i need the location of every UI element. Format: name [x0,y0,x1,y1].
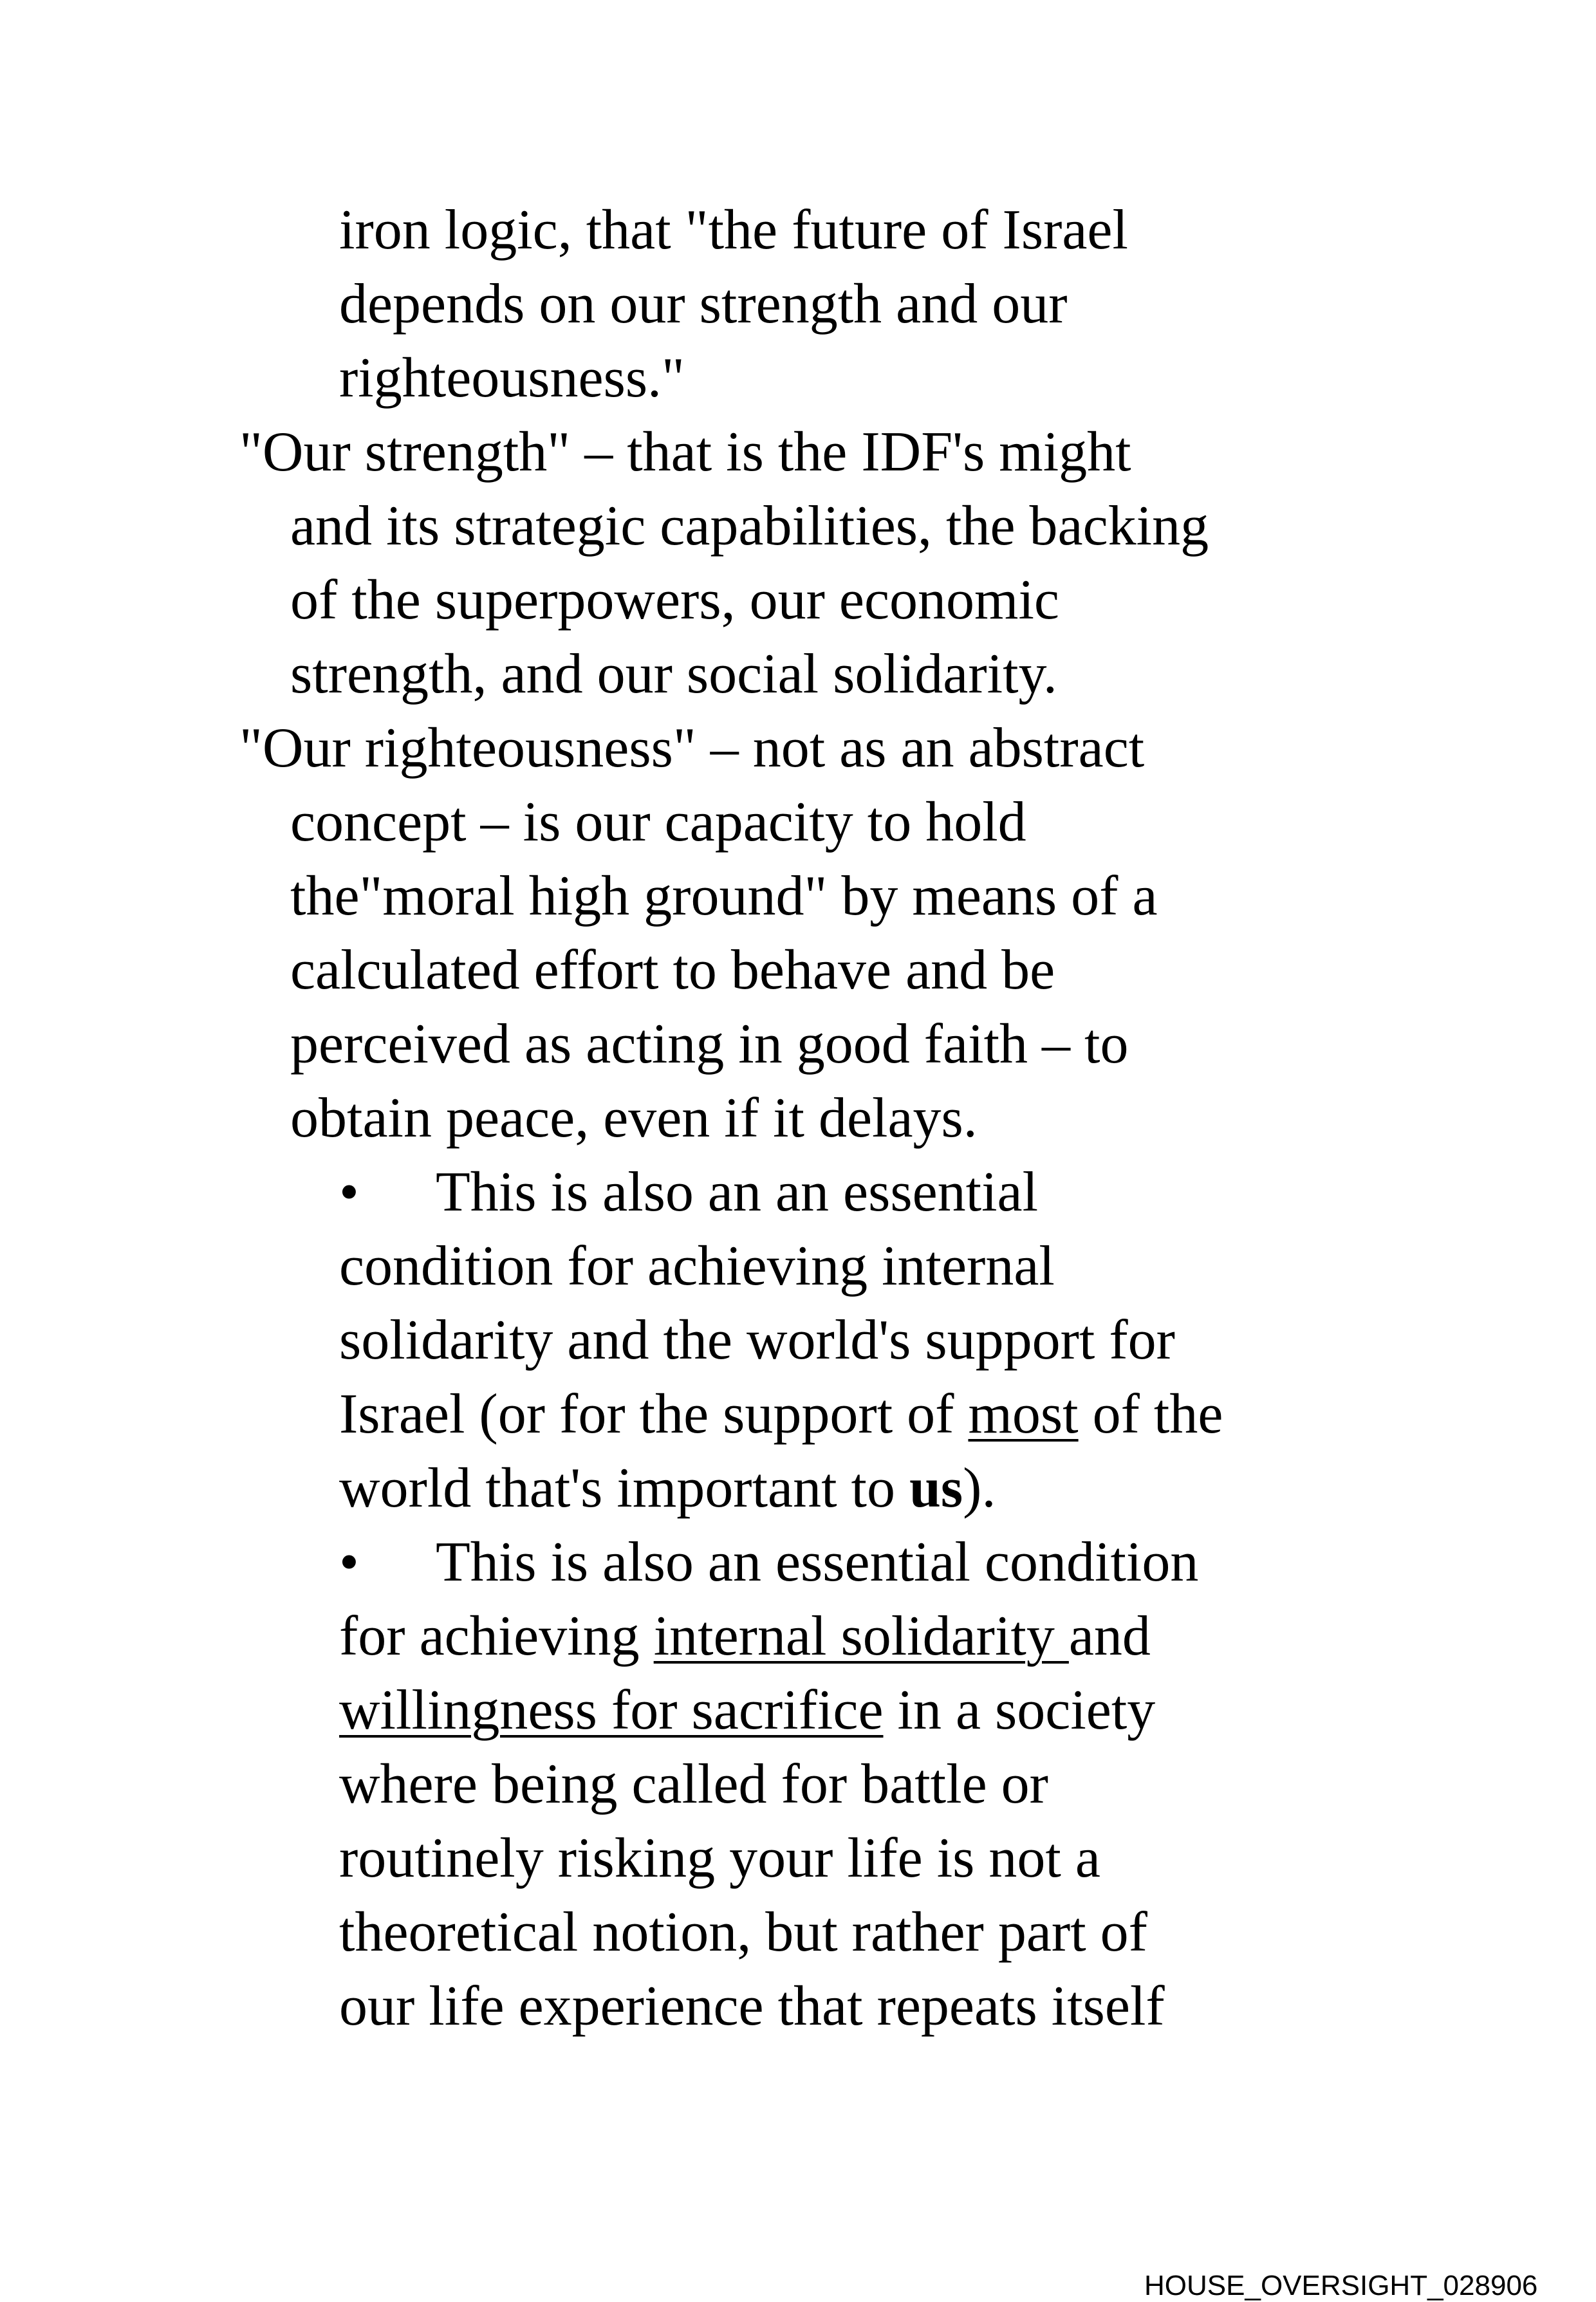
text-run: Israel (or for the support of [339,1383,969,1445]
text-line: the"moral high ground" by means of a [290,865,1158,927]
text-line: depends on our strength and our [339,273,1068,335]
bullet-text-line [339,1451,996,1525]
text-line: and its strategic capabilities, the backing [290,495,1209,557]
bold-text: us [909,1457,963,1519]
bullet-marker: • [339,1161,359,1223]
bullet-text-line [339,1599,1151,1673]
underlined-text: willingness for sacrifice [339,1679,884,1741]
bullet-text-line: This is also an an essential [436,1161,1039,1223]
bullet-text-line [339,1673,1155,1747]
bullet-text-line [339,1377,1223,1451]
bullet-marker: • [339,1531,359,1593]
paragraph-first-line: "Our strength" – that is the IDF's might [239,421,1131,483]
text-line: perceived as acting in good faith – to [290,1013,1129,1075]
text-line: iron logic, that "the future of Israel [339,199,1128,261]
text-line: concept – is our capacity to hold [290,791,1026,853]
underlined-text: internal solidarity [653,1605,1069,1667]
text-line: righteousness." [339,347,685,409]
bullet-text-line: where being called for battle or [339,1753,1048,1815]
bullet-text-line: our life experience that repeats itself [339,1975,1165,2037]
text-line: of the superpowers, our economic [290,569,1059,631]
text-run: and [1068,1605,1151,1667]
text-line: strength, and our social solidarity. [290,643,1057,705]
bullet-text-line: routinely risking your life is not a [339,1827,1100,1889]
underlined-text: most [968,1383,1079,1445]
bates-number: HOUSE_OVERSIGHT_028906 [1144,2270,1538,2301]
text-run: of the [1078,1383,1223,1445]
text-line: obtain peace, even if it delays. [290,1087,978,1149]
bullet-text-line: condition for achieving internal [339,1235,1055,1297]
bullet-text-line: This is also an essential condition [436,1531,1199,1593]
bullet-text-line: solidarity and the world's support for [339,1309,1175,1371]
text-run: world that's important to [339,1457,909,1519]
text-run: for achieving [339,1605,654,1667]
text-run: in a society [883,1679,1156,1741]
paragraph-first-line: "Our righteousness" – not as an abstract [239,717,1145,779]
text-run: ). [963,1457,996,1519]
text-line: calculated effort to behave and be [290,939,1055,1001]
bullet-text-line: theoretical notion, but rather part of [339,1901,1147,1963]
